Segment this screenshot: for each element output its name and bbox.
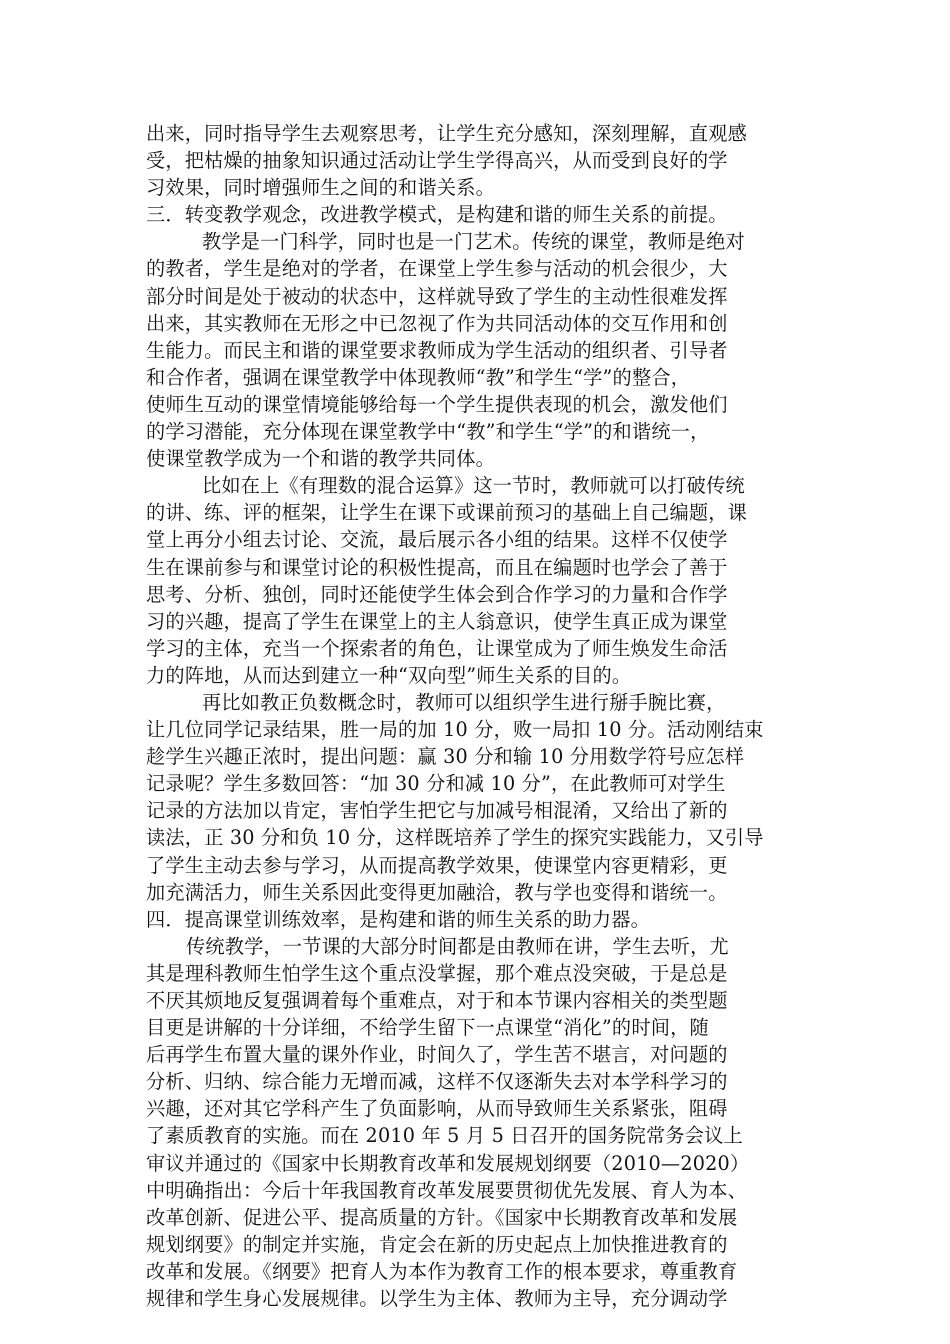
text-line: 部分时间是处于被动的状态中，这样就导致了学生的主动性很难发挥 bbox=[146, 284, 728, 308]
text-line: 目更是讲解的十分详细，不给学生留下一点课堂“消化”的时间，随 bbox=[146, 1016, 709, 1040]
text-line: 传统教学，一节课的大部分时间都是由教师在讲，学生去听，尤 bbox=[186, 934, 729, 958]
text-line: 出来，同时指导学生去观察思考，让学生充分感知，深刻理解，直观感 bbox=[146, 122, 748, 145]
text-line: 改革和发展。《纲要》把育人为本作为教育工作的根本要求，尊重教育 bbox=[146, 1259, 738, 1283]
text-line: 的教者，学生是绝对的学者，在课堂上学生参与活动的机会很少，大 bbox=[146, 257, 728, 281]
text-line: 和合作者，强调在课堂教学中体现教师“教”和学生“学”的整合， bbox=[146, 365, 691, 389]
text-line: 受，把枯燥的抽象知识通过活动让学生学得高兴，从而受到良好的学 bbox=[146, 149, 728, 173]
text-line: 中明确指出：今后十年我国教育改革发展要贯彻优先发展、育人为本、 bbox=[146, 1178, 748, 1202]
text-line: 趁学生兴趣正浓时，提出问题：赢 30 分和输 10 分用数学符号应怎样 bbox=[146, 745, 745, 769]
text-line: 记录的方法加以肯定，害怕学生把它与加减号相混淆，又给出了新的 bbox=[146, 799, 728, 823]
text-line: 使师生互动的课堂情境能够给每一个学生提供表现的机会，激发他们 bbox=[146, 392, 728, 416]
text-line: 再比如教正负数概念时，教师可以组织学生进行掰手腕比赛， bbox=[202, 690, 726, 714]
text-line: 了素质教育的实施。而在 2010 年 5 月 5 日召开的国务院常务会议上 bbox=[146, 1124, 743, 1148]
text-line: 思考、分析、独创，同时还能使学生体会到合作学习的力量和合作学 bbox=[146, 582, 728, 606]
text-line: 记录呢？学生多数回答：“加 30 分和减 10 分”，在此教师可对学生 bbox=[146, 772, 726, 796]
text-line: 改革创新、促进公平、提高质量的方针。《国家中长期教育改革和发展 bbox=[146, 1205, 738, 1229]
text-line: 力的阵地，从而达到建立一种“双向型”师生关系的目的。 bbox=[146, 663, 632, 687]
document-body bbox=[146, 120, 824, 1312]
text-line: 加充满活力，师生关系因此变得更加融洽，教与学也变得和谐统一。 bbox=[146, 880, 728, 904]
text-line: 读法，正 30 分和负 10 分，这样既培养了学生的探究实践能力，又引导 bbox=[146, 826, 764, 850]
text-line: 习的兴趣，提高了学生在课堂上的主人翁意识，使学生真正成为课堂 bbox=[146, 609, 728, 633]
text-line: 了学生主动去参与学习，从而提高教学效果，使课堂内容更精彩，更 bbox=[146, 853, 728, 877]
text-line: 学习的主体，充当一个探索者的角色，让课堂成为了师生焕发生命活 bbox=[146, 636, 728, 660]
text-line: 教学是一门科学，同时也是一门艺术。传统的课堂，教师是绝对 bbox=[202, 230, 745, 254]
text-line: 生能力。而民主和谐的课堂要求教师成为学生活动的组织者、引导者 bbox=[146, 338, 728, 362]
text-line: 不厌其烦地反复强调着每个重难点，对于和本节课内容相关的类型题 bbox=[146, 989, 728, 1012]
text-line: 的学习潜能，充分体现在课堂教学中“教”和学生“学”的和谐统一， bbox=[146, 420, 710, 444]
text-line: 后再学生布置大量的课外作业，时间久了，学生苦不堪言，对问题的 bbox=[146, 1043, 728, 1067]
text-line: 规划纲要》的制定并实施，肯定会在新的历史起点上加快推进教育的 bbox=[146, 1232, 728, 1256]
text-line: 兴趣，还对其它学科产生了负面影响，从而导致师生关系紧张，阻碍 bbox=[146, 1097, 728, 1121]
text-line: 习效果，同时增强师生之间的和谐关系。 bbox=[146, 176, 495, 200]
text-line: 三．转变教学观念，改进教学模式，是构建和谐的师生关系的前提。 bbox=[146, 203, 728, 227]
text-line: 的讲、练、评的框架，让学生在课下或课前预习的基础上自己编题，课 bbox=[146, 501, 748, 525]
text-line: 生在课前参与和课堂讨论的积极性提高，而且在编题时也学会了善于 bbox=[146, 555, 728, 579]
text-line: 使课堂教学成为一个和谐的教学共同体。 bbox=[146, 447, 495, 471]
text-line: 分析、归纳、综合能力无增而减，这样不仅逐渐失去对本学科学习的 bbox=[146, 1070, 728, 1094]
text-line: 让几位同学记录结果，胜一局的加 10 分，败一局扣 10 分。活动刚结束 bbox=[146, 718, 764, 742]
text-line: 其是理科教师生怕学生这个重点没掌握，那个难点没突破，于是总是 bbox=[146, 961, 728, 985]
text-line: 出来，其实教师在无形之中已忽视了作为共同活动体的交互作用和创 bbox=[146, 311, 728, 335]
text-line: 四．提高课堂训练效率，是构建和谐的师生关系的助力器。 bbox=[146, 907, 651, 931]
text-line: 审议并通过的《国家中长期教育改革和发展规划纲要（2010—2020） bbox=[146, 1151, 750, 1175]
text-line: 比如在上《有理数的混合运算》这一节时，教师就可以打破传统 bbox=[202, 474, 745, 498]
text-line: 规律和学生身心发展规律。以学生为主体、教师为主导，充分调动学 bbox=[146, 1287, 728, 1311]
text-line: 堂上再分小组去讨论、交流，最后展示各小组的结果。这样不仅使学 bbox=[146, 528, 728, 552]
